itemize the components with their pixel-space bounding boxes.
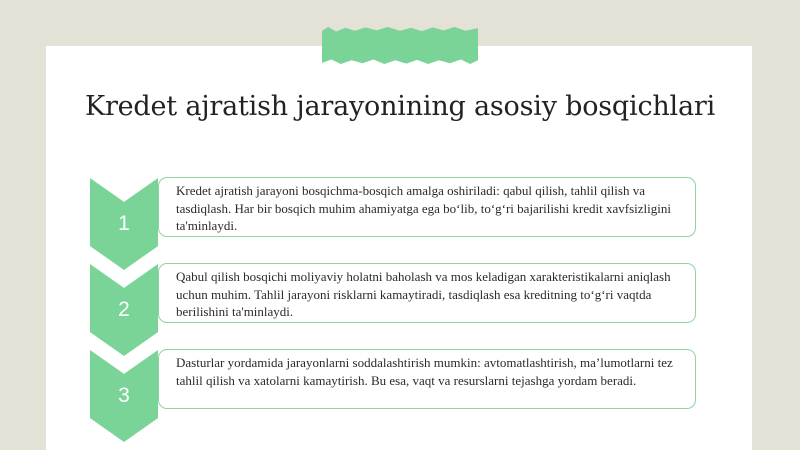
step-3-text: Dasturlar yordamida jarayonlarni soddalashtirish mumkin: avtomatlashtirish, ma’lumotlarni tez tahlil qilish va xatolarni kamaytirish. Bu esa, vaqt va resurslarni tejashga yordam beradi. — [176, 355, 673, 388]
step-2-text: Qabul qilish bosqichi moliyaviy holatni baholash va mos keladigan xarakteristikalarni aniqlash uchun muhim. Tahlil jarayoni risklarni kamaytiradi, tasdiqlash esa kreditning to‘g‘ri vaqtda berilishini ta'minlaydi. — [176, 269, 671, 319]
step-1-card — [158, 177, 696, 237]
step-3-card — [158, 349, 696, 409]
step-2-card — [158, 263, 696, 323]
step-3-number: 3 — [118, 384, 130, 407]
tape-decoration — [322, 27, 478, 64]
step-2-number: 2 — [118, 298, 130, 321]
step-1-text: Kredet ajratish jarayoni bosqichma-bosqich amalga oshiriladi: qabul qilish, tahlil qilish va tasdiqlash. Har bir bosqich muhim ahamiyatga ega bo‘lib, to‘g‘ri bajarilishi kredit xavfsizligini ta'minlaydi. — [176, 183, 671, 233]
step-1-number: 1 — [118, 212, 130, 235]
slide-title: Kredet ajratish jarayonining asosiy bosqichlari — [84, 91, 716, 122]
